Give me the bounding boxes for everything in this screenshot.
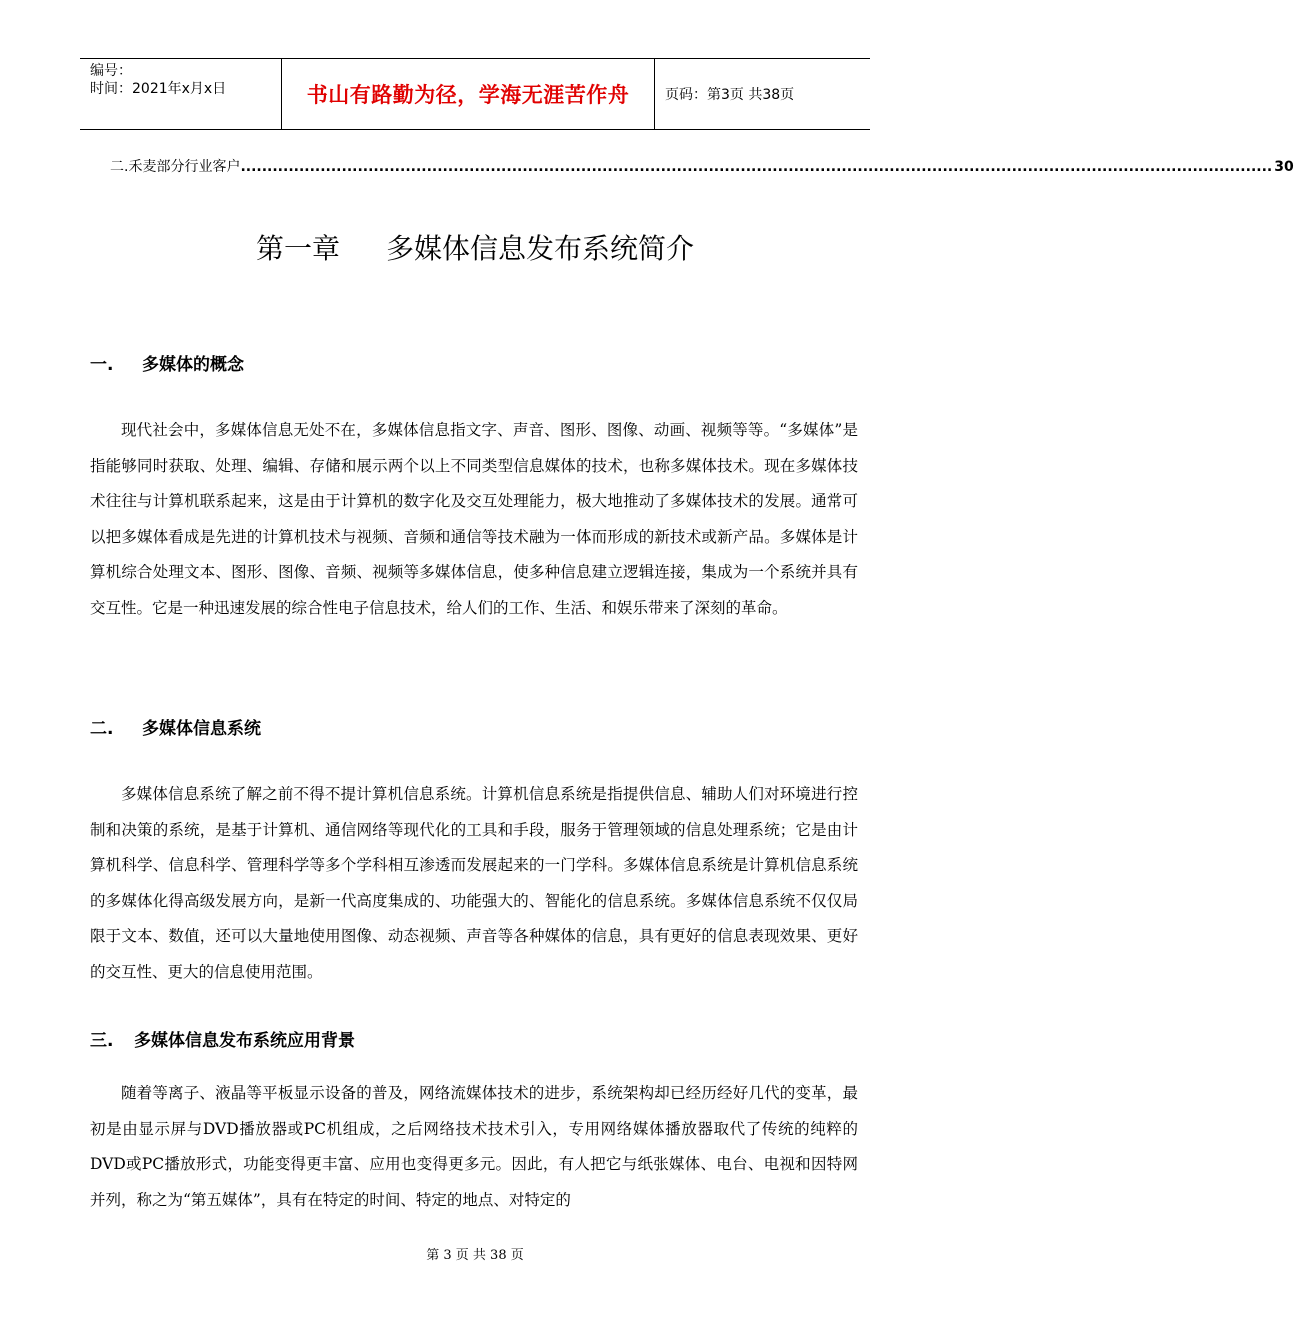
section-number: 一. [90,355,114,375]
chapter-name: 多媒体信息发布系统简介 [386,232,695,265]
section-paragraph-1: 现代社会中，多媒体信息无处不在，多媒体信息指文字、声音、图形、图像、动画、视频等等。“多媒体”是指能够同时获取、处理、编辑、存储和展示两个以上不同类型信息媒体的技术，也称多媒体技术。现在多媒体技术往往与计算机联系起来，这是由于计算机的数字化及交互处理能力，极大地推动了多媒体技术的发展。通常可以把多媒体看成是先进的计算机技术与视频、音频和通信等技术融为一体而形成的新技术或新产品。多媒体是计算机综合处理文本、图形、图像、音频、视频等多媒体信息，使多种信息建立逻辑连接，集成为一个系统并具有交互性。它是一种迅速发展的综合性电子信息技术，给人们的工作、生活、和娱乐带来了深刻的革命。 [90,421,858,617]
toc-entry[interactable] [110,156,1294,176]
page-footer: 第 3 页 共 38 页 [426,1248,524,1263]
section-title: 多媒体信息系统 [142,719,261,739]
toc-number: 二. [110,159,129,175]
section-title: 多媒体的概念 [142,355,244,375]
chapter-label: 第一章 [255,232,340,265]
section-heading-2 [90,714,261,739]
section-heading-3 [90,1026,355,1051]
section-number: 二. [90,719,114,739]
chapter-title [0,227,950,267]
header-page-info: 页码：第3页 共38页 [665,87,795,103]
section-heading-1 [90,350,244,375]
toc-title: 禾麦部分行业客户 [128,159,241,175]
section-paragraph-2: 多媒体信息系统了解之前不得不提计算机信息系统。计算机信息系统是指提供信息、辅助人们对环境进行控制和决策的系统，是基于计算机、通信网络等现代化的工具和手段，服务于管理领域的信息处理系统；它是由计算机科学、信息科学、管理科学等多个学科相互渗透而发展起来的一门学科。多媒体信息系统是计算机信息系统的多媒体化得高级发展方向，是新一代高度集成的、功能强大的、智能化的信息系统。多媒体信息系统不仅仅局限于文本、数值，还可以大量地使用图像、动态视频、声音等各种媒体的信息，具有更好的信息表现效果、更好的交互性、更大的信息使用范围。 [90,785,858,981]
code-label: 编号： [90,63,132,79]
time-label: 时间：2021年x月x日 [90,81,227,97]
document-header [80,58,870,130]
toc-page-number: 30 [1274,159,1294,175]
toc-leader-dots: .................................................................................................................................................................................................. [240,159,1273,175]
header-meta [80,59,282,129]
section-number: 三. [90,1031,114,1051]
section-paragraph-3: 随着等离子、液晶等平板显示设备的普及，网络流媒体技术的进步，系统架构却已经历经好几代的变革，最初是由显示屏与DVD播放器或PC机组成，之后网络技术技术引入，专用网络媒体播放器取代了传统的纯粹的DVD或PC播放形式，功能变得更丰富、应用也变得更多元。因此，有人把它与纸张媒体、电台、电视和因特网并列，称之为“第五媒体”，具有在特定的时间、特定的地点、对特定的 [90,1084,858,1209]
section-title: 多媒体信息发布系统应用背景 [134,1031,355,1051]
header-motto: 书山有路勤为径，学海无涯苦作舟 [282,59,655,129]
